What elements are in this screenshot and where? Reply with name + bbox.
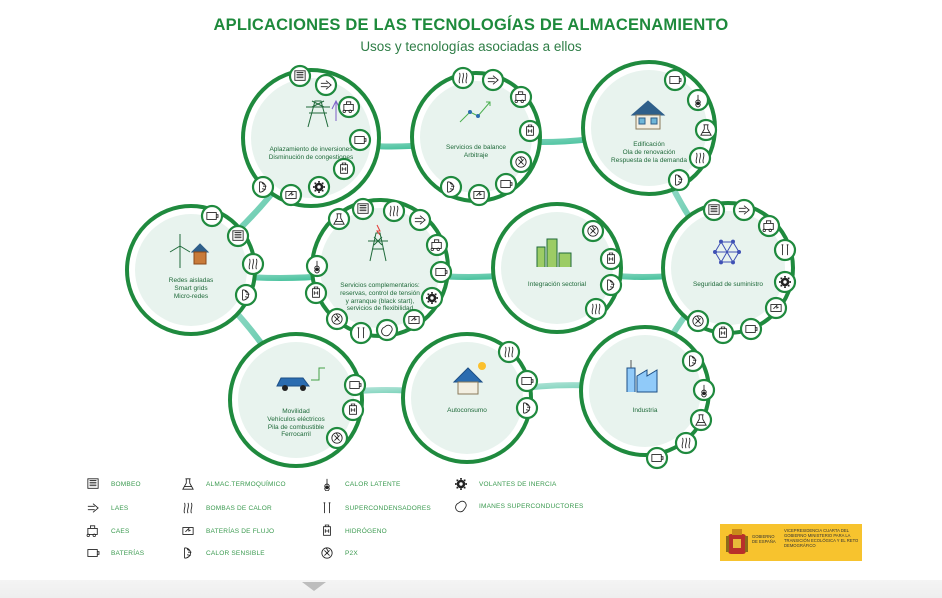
sensible-heat-icon[interactable] (669, 170, 689, 190)
node-label-line: Arbitraje (463, 151, 489, 159)
thermometer-icon[interactable] (694, 380, 714, 400)
page-title: APLICACIONES DE LAS TECNOLOGÍAS DE ALMACENAMIENTO (213, 16, 729, 34)
legend-item-bombeo (84, 477, 141, 491)
battery-icon[interactable] (665, 70, 685, 90)
battery-icon[interactable] (741, 319, 761, 339)
node-label-line: Redes aisladas (168, 277, 214, 284)
legend-label: LAES (111, 504, 129, 512)
heat-pump-icon (179, 501, 197, 515)
government-logo (720, 524, 862, 561)
legend-label: BATERÍAS DE FLUJO (206, 527, 275, 535)
liquid-air-icon[interactable] (316, 75, 336, 95)
legend-item-calor_sensible (179, 546, 265, 560)
heat-pump-icon[interactable] (384, 201, 404, 221)
compressed-air-icon[interactable] (427, 235, 447, 255)
sensible-heat-icon[interactable] (683, 351, 703, 371)
power-to-x-icon[interactable] (583, 221, 603, 241)
legend-item-bombas_calor (179, 501, 272, 515)
node-label-edificacion (594, 141, 704, 164)
supercapacitor-icon[interactable] (351, 323, 371, 343)
legend-item-imanes (452, 499, 584, 513)
legend-item-caes (84, 524, 130, 538)
heat-pump-icon[interactable] (586, 299, 606, 319)
power-to-x-icon[interactable] (688, 311, 708, 331)
node-label-line: Autoconsumo (447, 407, 487, 414)
coat-of-arms-icon (726, 528, 748, 557)
flywheel-icon (452, 477, 470, 491)
node-label-complementarios (325, 282, 435, 313)
node-label-line: Servicios complementarios: (340, 282, 420, 289)
legend-label: ALMAC.TERMOQUÍMICO (206, 480, 286, 488)
node-label-integracion (502, 281, 612, 289)
compressed-air-icon (84, 524, 102, 538)
thermometer-icon (318, 477, 336, 491)
node-label-industria (590, 407, 700, 415)
heat-pump-icon[interactable] (243, 254, 263, 274)
hydrogen-tank-icon[interactable] (334, 159, 354, 179)
node-label-line: Aplazamiento de inversiones (269, 146, 353, 153)
pumped-hydro-icon[interactable] (704, 200, 724, 220)
heat-pump-icon[interactable] (453, 68, 473, 88)
battery-icon[interactable] (517, 371, 537, 391)
liquid-air-icon[interactable] (410, 210, 430, 230)
node-label-line: Vehículos eléctricos (267, 415, 325, 423)
flywheel-icon[interactable] (309, 177, 329, 197)
node-label-line: Ola de renovación (622, 148, 676, 156)
flow-battery-icon[interactable] (281, 185, 301, 205)
node-label-line: servicios de flexibilidad (346, 305, 414, 313)
node-label-balance (421, 144, 531, 160)
node-label-line: Micro-redes (173, 292, 209, 300)
thermometer-icon[interactable] (307, 256, 327, 276)
power-to-x-icon (318, 546, 336, 560)
ministry-text: VICEPRESIDENCIA CUARTA DEL GOBIERNO MINISTERIO PARA LA TRANSICIÓN ECOLÓGICA Y EL RETO DEMOGRÁFICO (784, 528, 859, 548)
legend-item-p2x (318, 546, 358, 560)
magnet-icon (452, 499, 470, 513)
node-label-line: Industria (632, 407, 658, 414)
flask-icon[interactable] (696, 120, 716, 140)
legend-label: IMANES SUPERCONDUCTORES (479, 502, 584, 510)
battery-icon[interactable] (647, 448, 667, 468)
legend-label: CAES (111, 527, 130, 535)
legend-label: BOMBAS DE CALOR (206, 504, 272, 512)
node-label-line: reservas, control de tensión (340, 289, 420, 297)
liquid-air-icon (84, 501, 102, 515)
legend-label: CALOR SENSIBLE (206, 549, 265, 557)
legend-label: CALOR LATENTE (345, 480, 401, 488)
thermometer-icon[interactable] (688, 90, 708, 110)
legend-label: HIDRÓGENO (345, 527, 387, 535)
liquid-air-icon[interactable] (734, 200, 754, 220)
node-label-line: Servicios de balance (446, 144, 506, 151)
compressed-air-icon[interactable] (759, 216, 779, 236)
bottom-bar (0, 580, 942, 598)
flask-icon (179, 477, 197, 491)
node-label-line: Respuesta de la demanda (611, 156, 687, 164)
legend-item-hidrogeno (318, 524, 387, 538)
node-label-line: Smart grids (174, 284, 208, 292)
node-circles (127, 62, 793, 466)
hydrogen-tank-icon (318, 524, 336, 538)
node-label-line: Ferrocarril (281, 431, 311, 439)
node-label-line: y arranque (black start), (345, 297, 415, 305)
node-label-line: Pila de combustible (267, 423, 325, 431)
legend-item-volantes (452, 477, 556, 491)
legend-item-baterias (84, 546, 144, 560)
sensible-heat-icon[interactable] (253, 177, 273, 197)
pumped-hydro-icon[interactable] (353, 199, 373, 219)
legend-item-baterias_flujo (179, 524, 274, 538)
legend-label: BATERÍAS (111, 549, 145, 557)
flow-battery-icon (179, 524, 197, 538)
node-label-line: Integración sectorial (527, 281, 587, 288)
magnet-icon[interactable] (377, 320, 397, 340)
legend-label: BOMBEO (111, 480, 141, 488)
node-label-aplazamiento (256, 146, 366, 162)
node-label-line: Movilidad (282, 408, 310, 415)
node-label-line: Disminución de congestiones (268, 153, 354, 161)
legend-label: P2X (345, 549, 358, 557)
page-subtitle: Usos y tecnologías asociadas a ellos (360, 39, 582, 54)
hydrogen-tank-icon[interactable] (520, 121, 540, 141)
battery-icon[interactable] (431, 262, 451, 282)
legend-label: VOLANTES DE INERCIA (479, 480, 557, 488)
compressed-air-icon[interactable] (511, 87, 531, 107)
heat-pump-icon[interactable] (499, 342, 519, 362)
legend-item-calor_latente (318, 477, 401, 491)
node-label-redes (136, 277, 246, 300)
battery-icon (84, 546, 102, 560)
pumped-hydro-icon[interactable] (228, 226, 248, 246)
battery-icon[interactable] (202, 206, 222, 226)
scroll-down-arrow-icon[interactable] (302, 582, 326, 591)
heat-pump-icon[interactable] (676, 433, 696, 453)
liquid-air-icon[interactable] (483, 70, 503, 90)
battery-icon[interactable] (345, 375, 365, 395)
node-label-line: Edificación (633, 141, 665, 148)
flow-battery-icon[interactable] (469, 185, 489, 205)
legend-item-laes (84, 501, 128, 515)
hydrogen-tank-icon[interactable] (601, 249, 621, 269)
battery-icon[interactable] (496, 174, 516, 194)
hydrogen-tank-icon[interactable] (306, 283, 326, 303)
supercapacitor-icon (318, 501, 336, 515)
flask-icon[interactable] (329, 209, 349, 229)
legend-item-supercondensadores (318, 501, 431, 515)
pumped-hydro-icon[interactable] (290, 66, 310, 86)
legend-label: SUPERCONDENSADORES (345, 504, 431, 512)
legend-item-almac_termoquimico (179, 477, 286, 491)
pumped-hydro-icon (84, 477, 102, 491)
node-label-autoconsumo (412, 407, 522, 415)
supercapacitor-icon[interactable] (775, 240, 795, 260)
node-label-line: Seguridad de suministro (692, 281, 764, 288)
compressed-air-icon[interactable] (339, 97, 359, 117)
government-text: GOBIERNO DE ESPAÑA (752, 534, 776, 544)
hydrogen-tank-icon[interactable] (713, 323, 733, 343)
node-label-seguridad (673, 281, 783, 289)
node-label-movilidad (241, 408, 351, 439)
flow-battery-icon[interactable] (766, 298, 786, 318)
sensible-heat-icon[interactable] (441, 177, 461, 197)
sensible-heat-icon (179, 546, 197, 560)
